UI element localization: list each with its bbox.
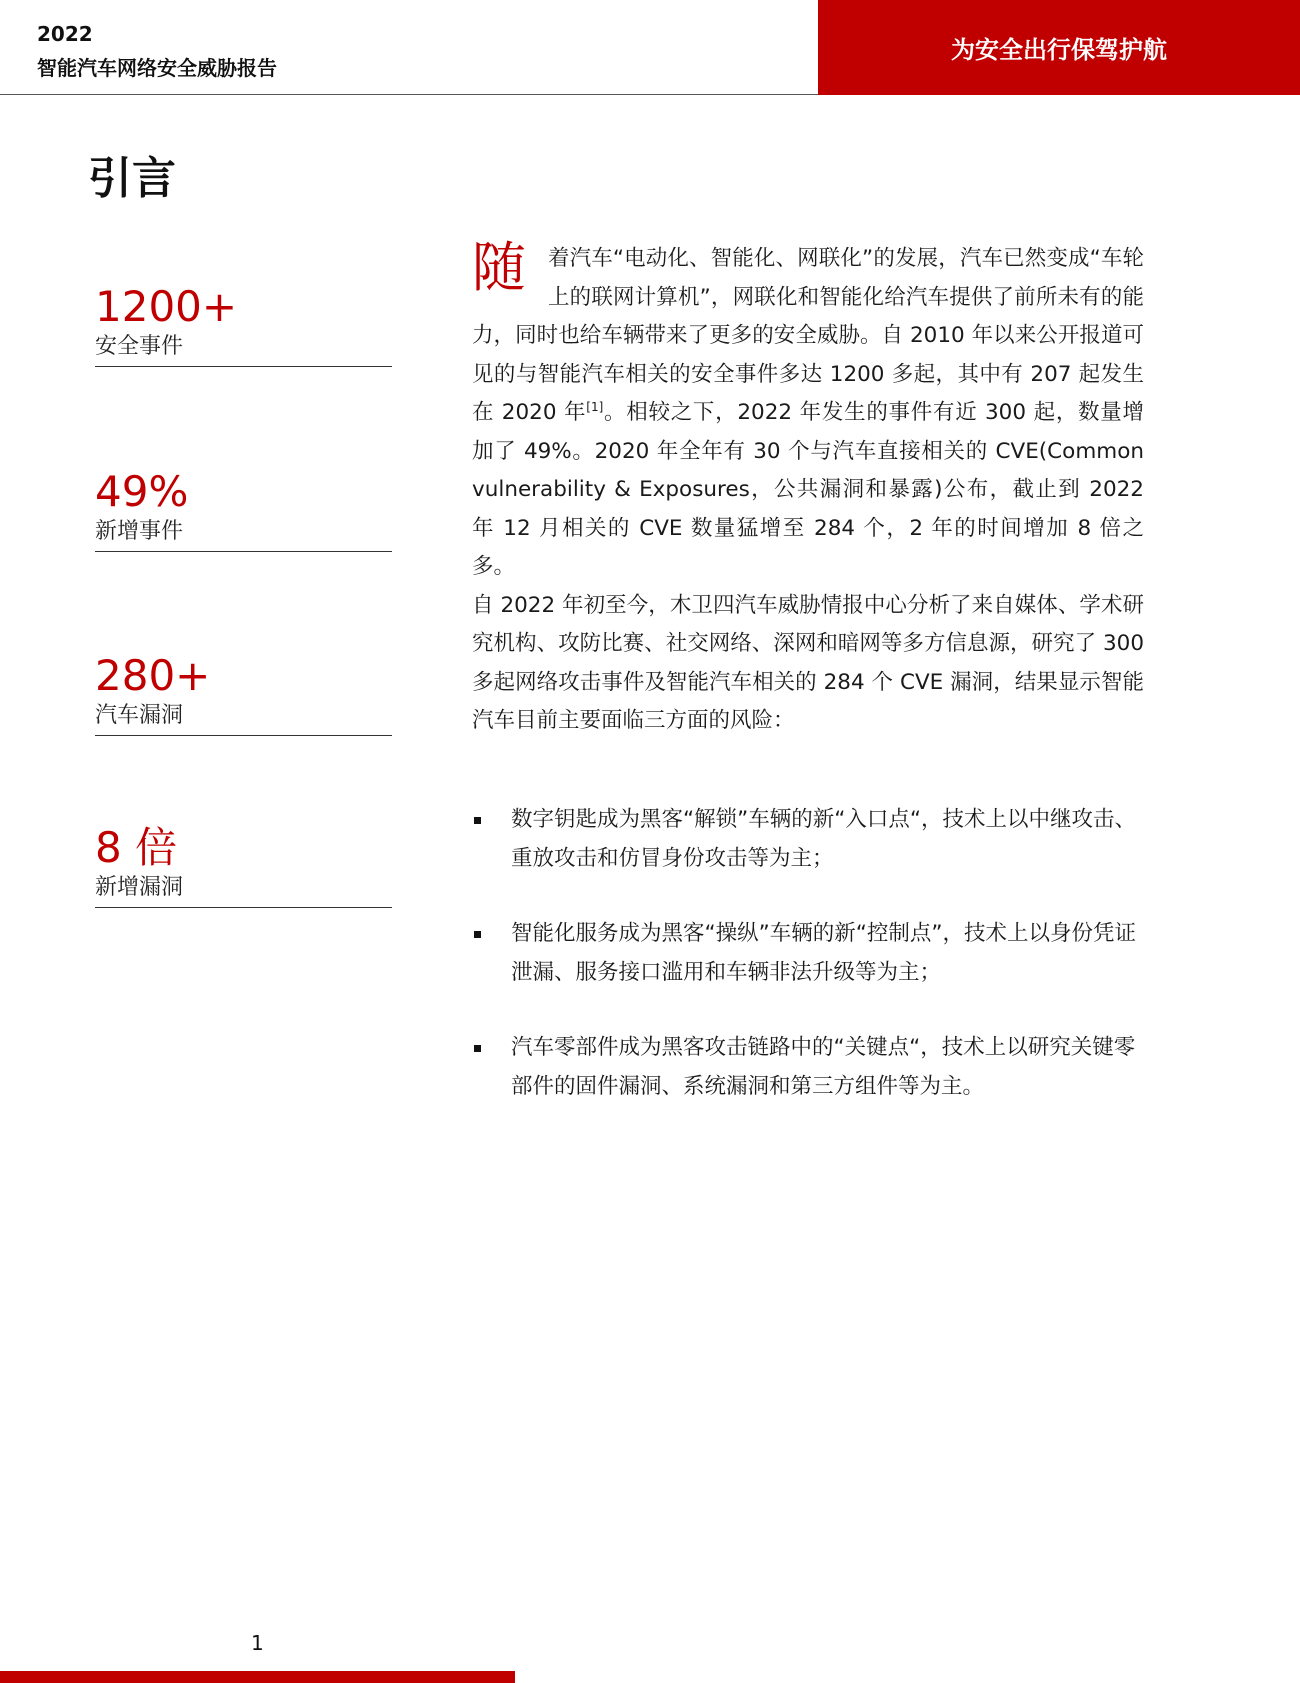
footer-accent-bar (0, 1671, 515, 1683)
list-item (472, 1029, 1144, 1106)
intro-text (472, 236, 1144, 741)
list-item-text: 汽车零部件成为黑客攻击链路中的“关键点“，技术上以研究关键零部件的固件漏洞、系统漏洞和第三方组件等为主。 (511, 1035, 1136, 1099)
page-title: 引言 (88, 153, 176, 204)
bullet-icon (474, 817, 481, 824)
stat-vehicle-vulns (95, 651, 392, 736)
list-item (472, 915, 1144, 992)
stat-new-events (95, 467, 392, 552)
citation-ref[interactable]: [1] (586, 399, 604, 414)
page-number: 1 (251, 1631, 264, 1655)
stat-label: 汽车漏洞 (95, 703, 184, 728)
slogan-banner (818, 0, 1300, 95)
stat-new-vulns (95, 823, 392, 908)
stat-value: 8 倍 (95, 823, 178, 872)
stat-value: 1200+ (95, 282, 238, 331)
report-year: 2022 (37, 22, 93, 46)
stat-label: 新增漏洞 (95, 875, 184, 900)
list-item-text: 数字钥匙成为黑客“解锁”车辆的新“入口点“，技术上以中继攻击、重放攻击和仿冒身份攻击等为主； (511, 807, 1137, 871)
stat-value: 49% (95, 467, 189, 516)
intro-p1-text: 着汽车“电动化、智能化、网联化”的发展，汽车已然变成“车轮上的联网计算机”，网联化和智能化给汽车提供了前所未有的能力，同时也给车辆带来了更多的安全威胁。自 2010 年以来公开报道可见的与智能汽车相关的安全事件多达 1200 多起，其中有 207 起发生在 2020 年 (472, 246, 1144, 425)
stat-label: 安全事件 (95, 334, 184, 359)
stat-label: 新增事件 (95, 519, 184, 544)
drop-cap: 随 (472, 236, 526, 299)
risk-list (472, 801, 1144, 1143)
bullet-icon (474, 931, 481, 938)
intro-paragraph-2: 自 2022 年初至今，木卫四汽车威胁情报中心分析了来自媒体、学术研究机构、攻防比赛、社交网络、深网和暗网等多方信息源，研究了 300 多起网络攻击事件及智能汽车相关的 284 个 CVE 漏洞，结果显示智能汽车目前主要面临三方面的风险： (472, 592, 1144, 733)
list-item (472, 801, 1144, 878)
list-item-text: 智能化服务成为黑客“操纵”车辆的新“控制点”，技术上以身份凭证泄漏、服务接口滥用和车辆非法升级等为主； (511, 921, 1137, 985)
stat-value: 280+ (95, 651, 211, 700)
bullet-icon (474, 1045, 481, 1052)
intro-paragraph-1 (472, 236, 1144, 587)
intro-p1-text-cont: 。相较之下，2022 年发生的事件有近 300 起，数量增加了 49%。2020 年全年有 30 个与汽车直接相关的 CVE(Common vulnerability & Exposures，公共漏洞和暴露)公布，截止到 2022 年 12 月相关的 CVE 数量猛增至 284 个，2 年的时间增加 8 倍之多。 (472, 400, 1144, 579)
report-title: 智能汽车网络安全威胁报告 (37, 56, 277, 80)
slogan-text: 为安全出行保驾护航 (951, 36, 1167, 64)
stat-security-events (95, 282, 392, 367)
